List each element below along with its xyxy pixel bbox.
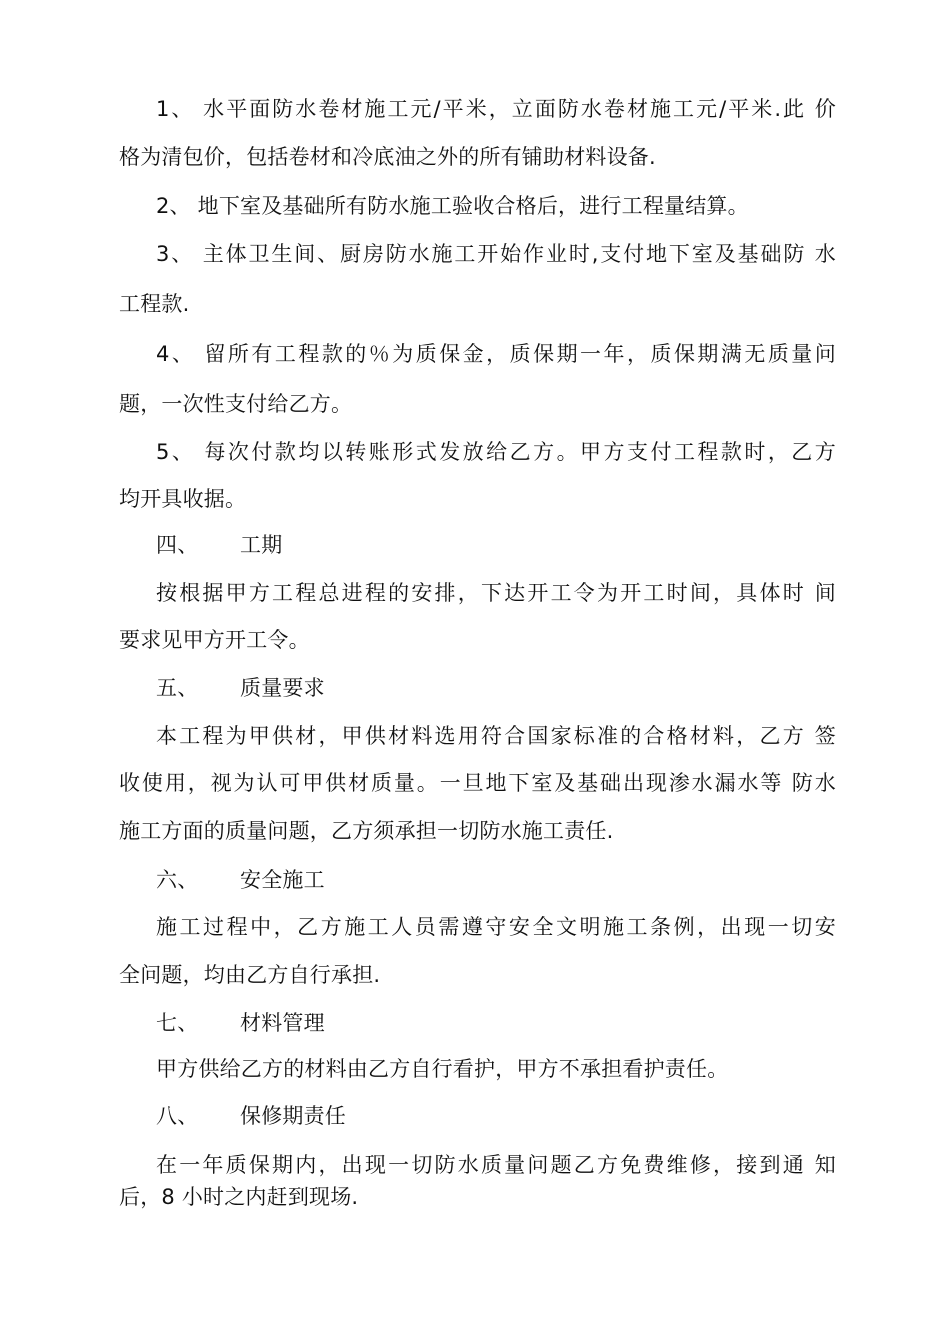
section-heading-safety xyxy=(156,866,325,894)
item-4-line-1: 4、 留所有工程款的％为质保金，质保期一年，质保期满无质量问 xyxy=(156,342,836,366)
section-materials-line-1: 甲方供给乙方的材料由乙方自行看护，甲方不承担看护责任。 xyxy=(156,1057,729,1081)
section-heading-quality xyxy=(156,674,325,702)
section-quality-line-1: 本工程为甲供材，甲供材料选用符合国家标准的合格材料，乙方 签 xyxy=(156,724,836,748)
section-title: 保修期责任 xyxy=(240,1104,346,1128)
section-safety-line-2: 全问题，均由乙方自行承担. xyxy=(119,963,381,987)
section-quality-line-3: 施工方面的质量问题，乙方须承担一切防水施工责任. xyxy=(119,819,614,843)
item-5-line-1: 5、 每次付款均以转账形式发放给乙方。甲方支付工程款时，乙方 xyxy=(156,440,836,464)
section-schedule-line-1: 按根据甲方工程总进程的安排，下达开工令为开工时间，具体时 间 xyxy=(156,581,836,605)
section-title: 质量要求 xyxy=(240,676,325,700)
item-3-line-1: 3、 主体卫生间、厨房防水施工开始作业时,支付地下室及基础防 水 xyxy=(156,242,836,266)
item-2-line-1: 2、 地下室及基础所有防水施工验收合格后，进行工程量结算。 xyxy=(156,194,749,218)
section-safety-line-1: 施工过程中，乙方施工人员需遵守安全文明施工条例，出现一切安 xyxy=(156,915,836,939)
section-title: 工期 xyxy=(240,533,283,557)
item-3-line-2: 工程款. xyxy=(119,292,190,316)
section-heading-materials xyxy=(156,1009,325,1037)
section-number: 四、 xyxy=(156,533,199,557)
section-warranty-line-1: 在一年质保期内，出现一切防水质量问题乙方免费维修，接到通 知 xyxy=(156,1153,836,1177)
item-1-line-2: 格为清包价，包括卷材和冷底油之外的所有铺助材料设备. xyxy=(119,145,656,169)
section-number: 七、 xyxy=(156,1011,199,1035)
section-number: 五、 xyxy=(156,676,199,700)
item-5-line-2: 均开具收据。 xyxy=(119,487,247,511)
section-number: 八、 xyxy=(156,1104,199,1128)
item-4-line-2: 题，一次性支付给乙方。 xyxy=(119,392,353,416)
section-quality-line-2: 收使用，视为认可甲供材质量。一旦地下室及基础出现渗水漏水等 防水 xyxy=(119,771,836,795)
section-number: 六、 xyxy=(156,868,199,892)
section-heading-schedule xyxy=(156,531,282,559)
section-schedule-line-2: 要求见甲方开工令。 xyxy=(119,628,310,652)
section-warranty-line-2: 后，8 小时之内赶到现场. xyxy=(119,1185,359,1209)
section-title: 材料管理 xyxy=(240,1011,325,1035)
section-heading-warranty xyxy=(156,1102,346,1130)
item-1-line-1: 1、 水平面防水卷材施工元/平米，立面防水卷材施工元/平米.此 价 xyxy=(156,97,836,121)
section-title: 安全施工 xyxy=(240,868,325,892)
